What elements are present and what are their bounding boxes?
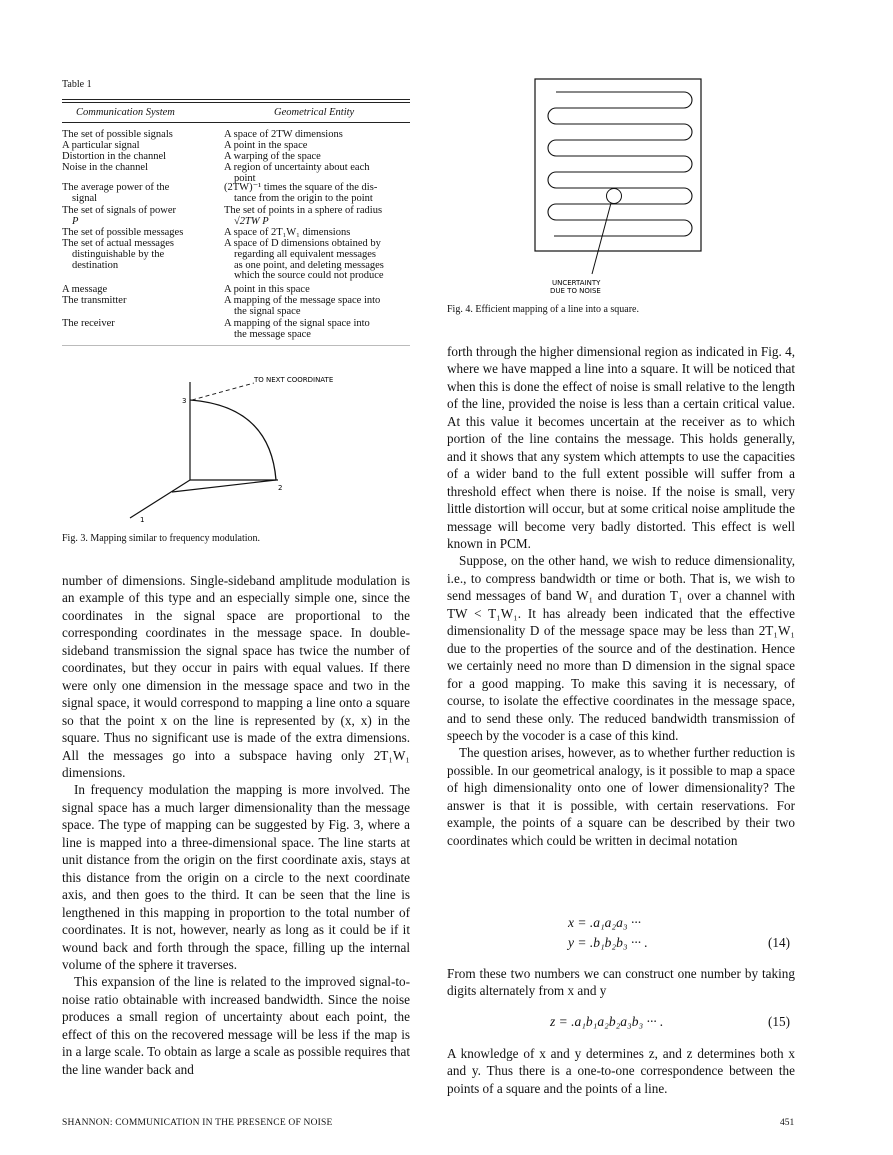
- axis-label-2: 2: [278, 484, 283, 492]
- equation-14a: x = .a₁a₂a₃ ···: [568, 915, 642, 930]
- arc-curve: [190, 400, 276, 480]
- fig4-diagram: [534, 78, 704, 300]
- table-cell: The set of actual messages distinguishable by the destination: [62, 238, 174, 271]
- fig3-diagram: [120, 370, 360, 525]
- paragraph: In frequency modulation the mapping is more involved. The signal space has a much larger dimensionality than the message space. The type of mapping can be suggested by Fig. 3, where a line is mapped into a three-dimensional space. The line starts at unit distance from the origin on the first coordinate axis, stays at this distance from the origin on a circle to the next coordinate axis, and then goes to the third. It can be seen that the line is lengthened in this mapping in proportion to the total number of coordinates. It is not, however, nearly as long as it could be if it wound back and forth through the space, filling up the internal volume of the sphere it traverses.: [62, 782, 410, 972]
- table-cell: The set of possible messages: [62, 227, 184, 238]
- table-rule: [62, 345, 410, 346]
- table-cell: The receiver: [62, 318, 115, 329]
- table-cell: The transmitter: [62, 295, 127, 306]
- table-cell: A mapping of the signal space into the message space: [224, 318, 370, 340]
- table-rule: [62, 102, 410, 103]
- running-footer: SHANNON: COMMUNICATION IN THE PRESENCE OF NOISE: [62, 1118, 333, 1128]
- fig4-caption: Fig. 4. Efficient mapping of a line into a square.: [447, 304, 639, 315]
- equation-14b: y = .b₁b₂b₃ ··· .: [568, 935, 648, 950]
- equation-15: z = .a₁b₁a₂b₂a₃b₃ ··· .: [550, 1014, 664, 1029]
- uncertainty-label: UNCERTAINTY: [552, 279, 601, 287]
- paragraph: forth through the higher dimensional region as indicated in Fig. 4, where we have mapped a line into a square. It will be noticed that when this is done the effect of noise is small relative to the length of the line, provided the noise is less than a certain critical value. At this value it becomes uncertain at the receiver as to which portion of the line contains the message. This holds generally, and it shows that any system which attempts to use the capacities of a wider band to the full extent possible will suffer from a threshold effect when there is noise. If the noise is small, very little distortion will occur, but at some critical noise amplitude the message will become very badly distorted. This effect is well known in PCM.: [447, 344, 795, 551]
- table-cell: A message: [62, 284, 108, 295]
- right-column: [447, 965, 795, 1000]
- table-rule: [62, 122, 410, 123]
- table-cell: A point in the space: [224, 140, 308, 151]
- table-cell: Noise in the channel: [62, 162, 149, 173]
- equation-number-14: (14): [768, 935, 790, 950]
- square-boundary: [535, 79, 701, 251]
- serpentine-line: [548, 92, 692, 236]
- table-header-right: Geometrical Entity: [274, 107, 355, 118]
- table-header-left: Communication System: [76, 107, 175, 118]
- table-cell: A mapping of the message space into the signal space: [224, 295, 381, 317]
- right-column: [447, 343, 795, 849]
- paragraph: number of dimensions. Single-sideband amplitude modulation is an example of this type and an especially simple one, since the coordinates in the signal space are proportional to the corresponding coordinates in the message space. In double-sideband transmission the signal space has twice the number of coordinates, but they occur in pairs with equal values. If there were only one dimension in the message space and two in the signal space, it would correspond to mapping a line onto a square so that the point x on the line is represented by (x, x) in the square. Thus no significant use is made of the extra dimensions. All the messages go into a subspace having only 2T₁W₁ dimensions.: [62, 573, 410, 780]
- paragraph: This expansion of the line is related to the improved signal-to-noise ratio obtainable with increased bandwidth. Since the noise produces a small region of uncertainty about each point, the effect of this on the recovered message will be less if the map is in a large scale. To obtain as large a scale as possible requires that the line wander back and: [62, 974, 410, 1077]
- paragraph: From these two numbers we can construct one number by taking digits alternately from x and y: [447, 966, 795, 999]
- fig3-caption: Fig. 3. Mapping similar to frequency modulation.: [62, 533, 261, 544]
- equation-number-15: (15): [768, 1014, 790, 1029]
- table-cell: The set of points in a sphere of radius √2TW P: [224, 205, 383, 227]
- paragraph: A knowledge of x and y determines z, and z determines both x and y. Thus there is a one-to-one correspondence between the points of a square and the points of a line.: [447, 1046, 795, 1096]
- axis-1: [130, 480, 190, 518]
- table-cell: The set of signals of power P: [62, 205, 177, 227]
- page-number: 451: [780, 1118, 795, 1128]
- pointer-line: [592, 203, 611, 274]
- table-cell: A point in this space: [224, 284, 310, 295]
- table-cell: The average power of the signal: [62, 182, 170, 204]
- table-cell: A warping of the space: [224, 151, 321, 162]
- paragraph: The question arises, however, as to whether further reduction is possible. In our geometrical analogy, is it possible to map a space of high dimensionality onto one of lower dimensionality? The answer is that it is possible, with certain reservations. For example, the points of a square can be described by their two coordinates which could be written in decimal notation: [447, 745, 795, 848]
- axis-label-3: 3: [182, 397, 187, 405]
- uncertainty-label: DUE TO NOISE: [550, 287, 601, 295]
- right-column: [447, 1045, 795, 1097]
- table-label: Table 1: [62, 79, 92, 90]
- dashed-line: [192, 383, 254, 400]
- left-column: [62, 572, 410, 1078]
- uncertainty-circle: [607, 189, 622, 204]
- table-body: [62, 130, 410, 342]
- paragraph: Suppose, on the other hand, we wish to reduce dimensionality, i.e., to compress bandwidth or time or both. That is, we wish to send messages of band W₁ and duration T₁ over a channel with TW < T₁W₁. It has already been indicated that the effective dimensionality D of the message space may be less than 2T₁W₁ due to the properties of the source and of the destination. Hence we certainly need no more than D dimension in the signal space for a good mapping. To make this saving it is necessary, of course, to isolate the effective coordinates in the message space, and to send these only. The reduced bandwidth transmission of speech by the vocoder is a case of this kind.: [447, 553, 795, 743]
- table-cell: A space of 2T₁W₁ dimensions: [224, 227, 351, 238]
- table-cell: A space of 2TW dimensions: [224, 129, 343, 140]
- next-coordinate-label: TO NEXT COORDINATE: [254, 376, 334, 384]
- table-rule: [62, 99, 410, 100]
- table-cell: Distortion in the channel: [62, 151, 167, 162]
- axis-label-1: 1: [140, 516, 145, 524]
- table-cell: The set of possible signals: [62, 129, 173, 140]
- table-cell: A particular signal: [62, 140, 140, 151]
- table-cell: A region of uncertainty about each point: [224, 162, 370, 184]
- table-cell: (2TW)⁻¹ times the square of the dis- tance from the origin to the point: [224, 182, 378, 204]
- table-cell: A space of D dimensions obtained by regarding all equivalent messages as one point, and deleting messages which the source could not produce: [224, 238, 384, 282]
